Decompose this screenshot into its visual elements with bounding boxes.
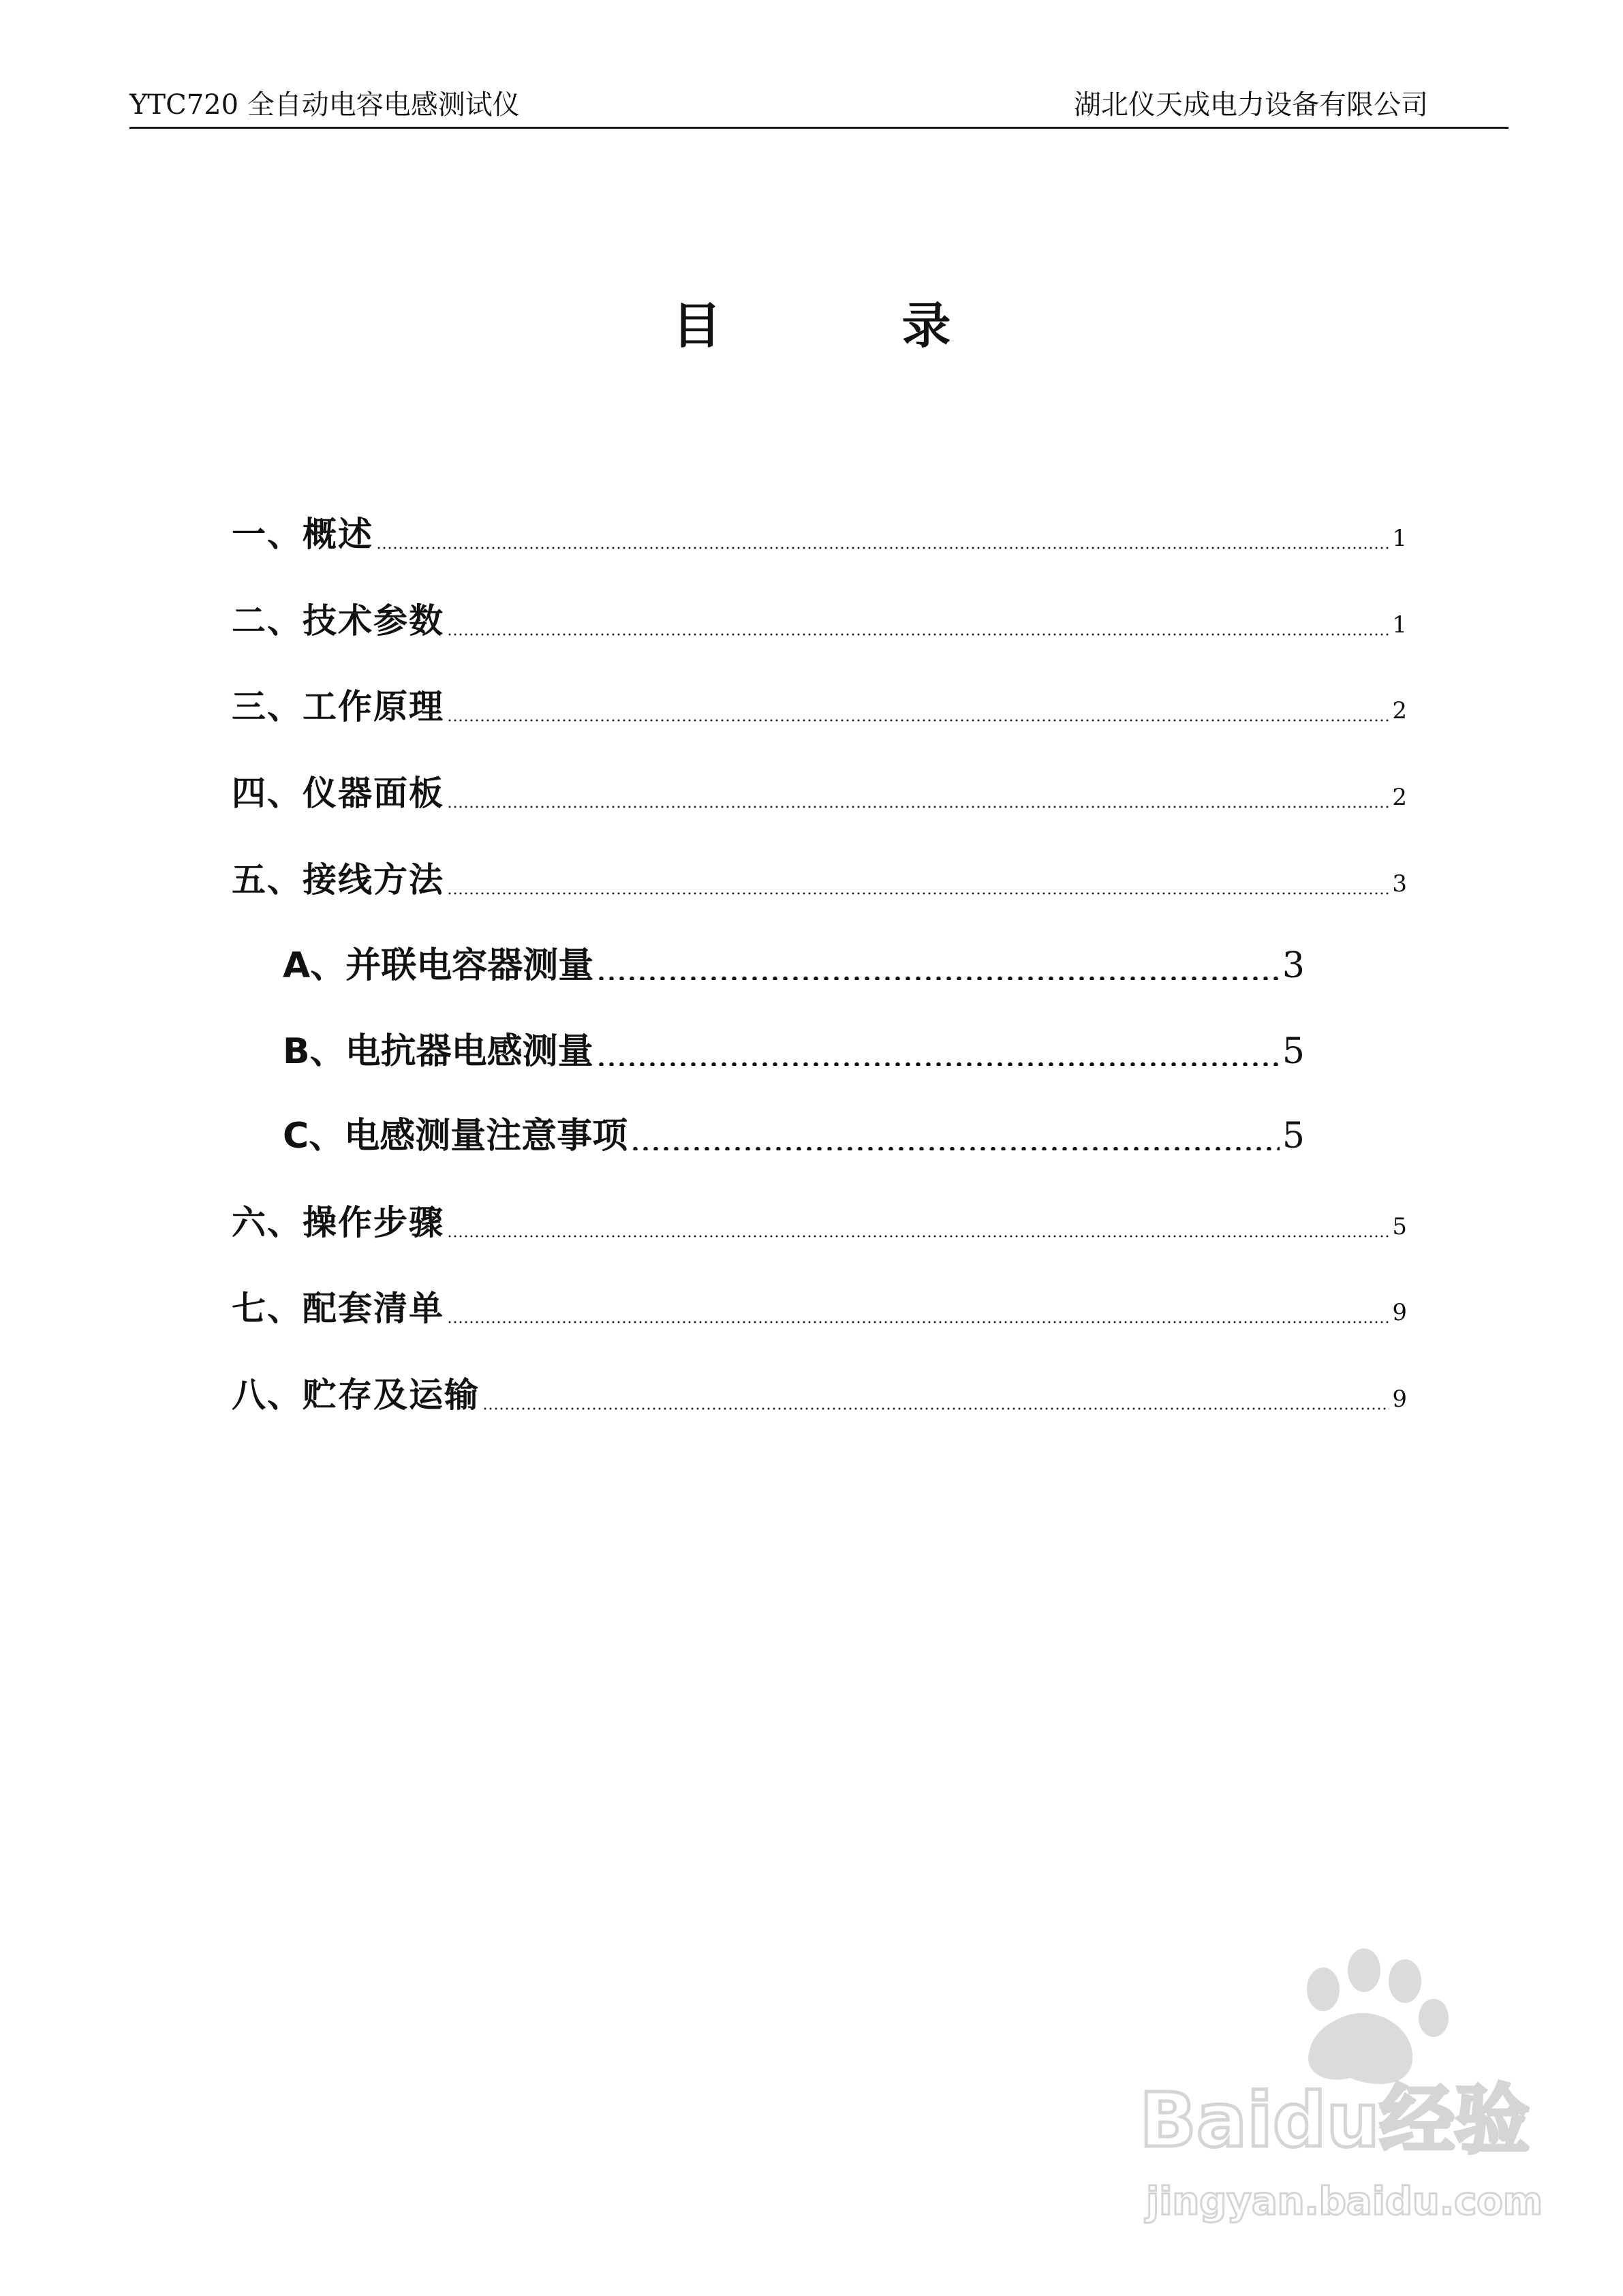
toc-entry-page: 9 xyxy=(1392,1299,1407,1326)
toc-entry-page: 1 xyxy=(1392,611,1407,639)
toc-entry-label: 二、技术参数 xyxy=(232,601,444,641)
svg-text:jingyan.baidu.com: jingyan.baidu.com xyxy=(1146,2179,1543,2224)
toc-entry-label: C、电感测量注意事项 xyxy=(283,1116,628,1157)
toc-entry-page: 2 xyxy=(1392,697,1407,724)
toc-entry[interactable] xyxy=(232,594,1407,645)
toc-entry[interactable] xyxy=(232,507,1407,559)
header-product-name: YTC720 全自动电容电感测试仪 xyxy=(129,89,520,121)
toc-entry-label: 六、操作步骤 xyxy=(232,1203,444,1242)
toc-entry[interactable] xyxy=(283,936,1305,988)
toc-title: 目 录 xyxy=(672,297,1033,354)
toc-leader-dots xyxy=(447,622,1389,636)
toc-entry[interactable] xyxy=(232,1281,1407,1333)
toc-entry[interactable] xyxy=(232,1195,1407,1247)
toc-entry-label: 三、工作原理 xyxy=(232,687,444,726)
toc-entry-label: B、电抗器电感测量 xyxy=(283,1031,593,1072)
toc-entry-page: 5 xyxy=(1282,1031,1305,1072)
toc-leader-dots xyxy=(596,966,1280,980)
toc-leader-dots xyxy=(447,881,1389,895)
toc-entry-page: 3 xyxy=(1282,945,1305,986)
toc-leader-dots xyxy=(376,536,1389,549)
toc-entry-label: 七、配套清单 xyxy=(232,1289,444,1328)
svg-text:Baidu经验: Baidu经验 xyxy=(1139,2077,1530,2164)
header-company-name: 湖北仪天成电力设备有限公司 xyxy=(1074,89,1428,121)
toc-entry-label: 一、概述 xyxy=(232,515,373,554)
toc-entry-label: 五、接线方法 xyxy=(232,860,444,900)
toc-entry-page: 1 xyxy=(1392,525,1407,552)
toc-entry-page: 2 xyxy=(1392,784,1407,811)
toc-leader-dots xyxy=(447,708,1389,722)
toc-leader-dots xyxy=(447,1224,1389,1238)
toc-entry-page: 5 xyxy=(1282,1116,1305,1157)
toc-entry[interactable] xyxy=(232,853,1407,904)
toc-entry[interactable] xyxy=(232,766,1407,818)
toc-leader-dots xyxy=(596,1052,1280,1066)
toc-entry[interactable] xyxy=(283,1107,1305,1159)
toc-entry-label: A、并联电容器测量 xyxy=(283,945,594,986)
toc-leader-dots xyxy=(482,1396,1389,1410)
toc-entry[interactable] xyxy=(283,1022,1305,1074)
toc-leader-dots xyxy=(447,795,1389,808)
toc-entry-label: 八、贮存及运输 xyxy=(232,1375,480,1415)
toc-leader-dots xyxy=(447,1310,1389,1323)
toc-entry-label: 四、仪器面板 xyxy=(232,774,444,813)
toc-entry[interactable] xyxy=(232,1368,1407,1420)
toc-leader-dots xyxy=(630,1137,1280,1150)
toc-entry-page: 5 xyxy=(1392,1213,1407,1240)
toc-entry-page: 9 xyxy=(1392,1386,1407,1413)
toc-entry-page: 3 xyxy=(1392,870,1407,898)
toc-entry[interactable] xyxy=(232,679,1407,731)
